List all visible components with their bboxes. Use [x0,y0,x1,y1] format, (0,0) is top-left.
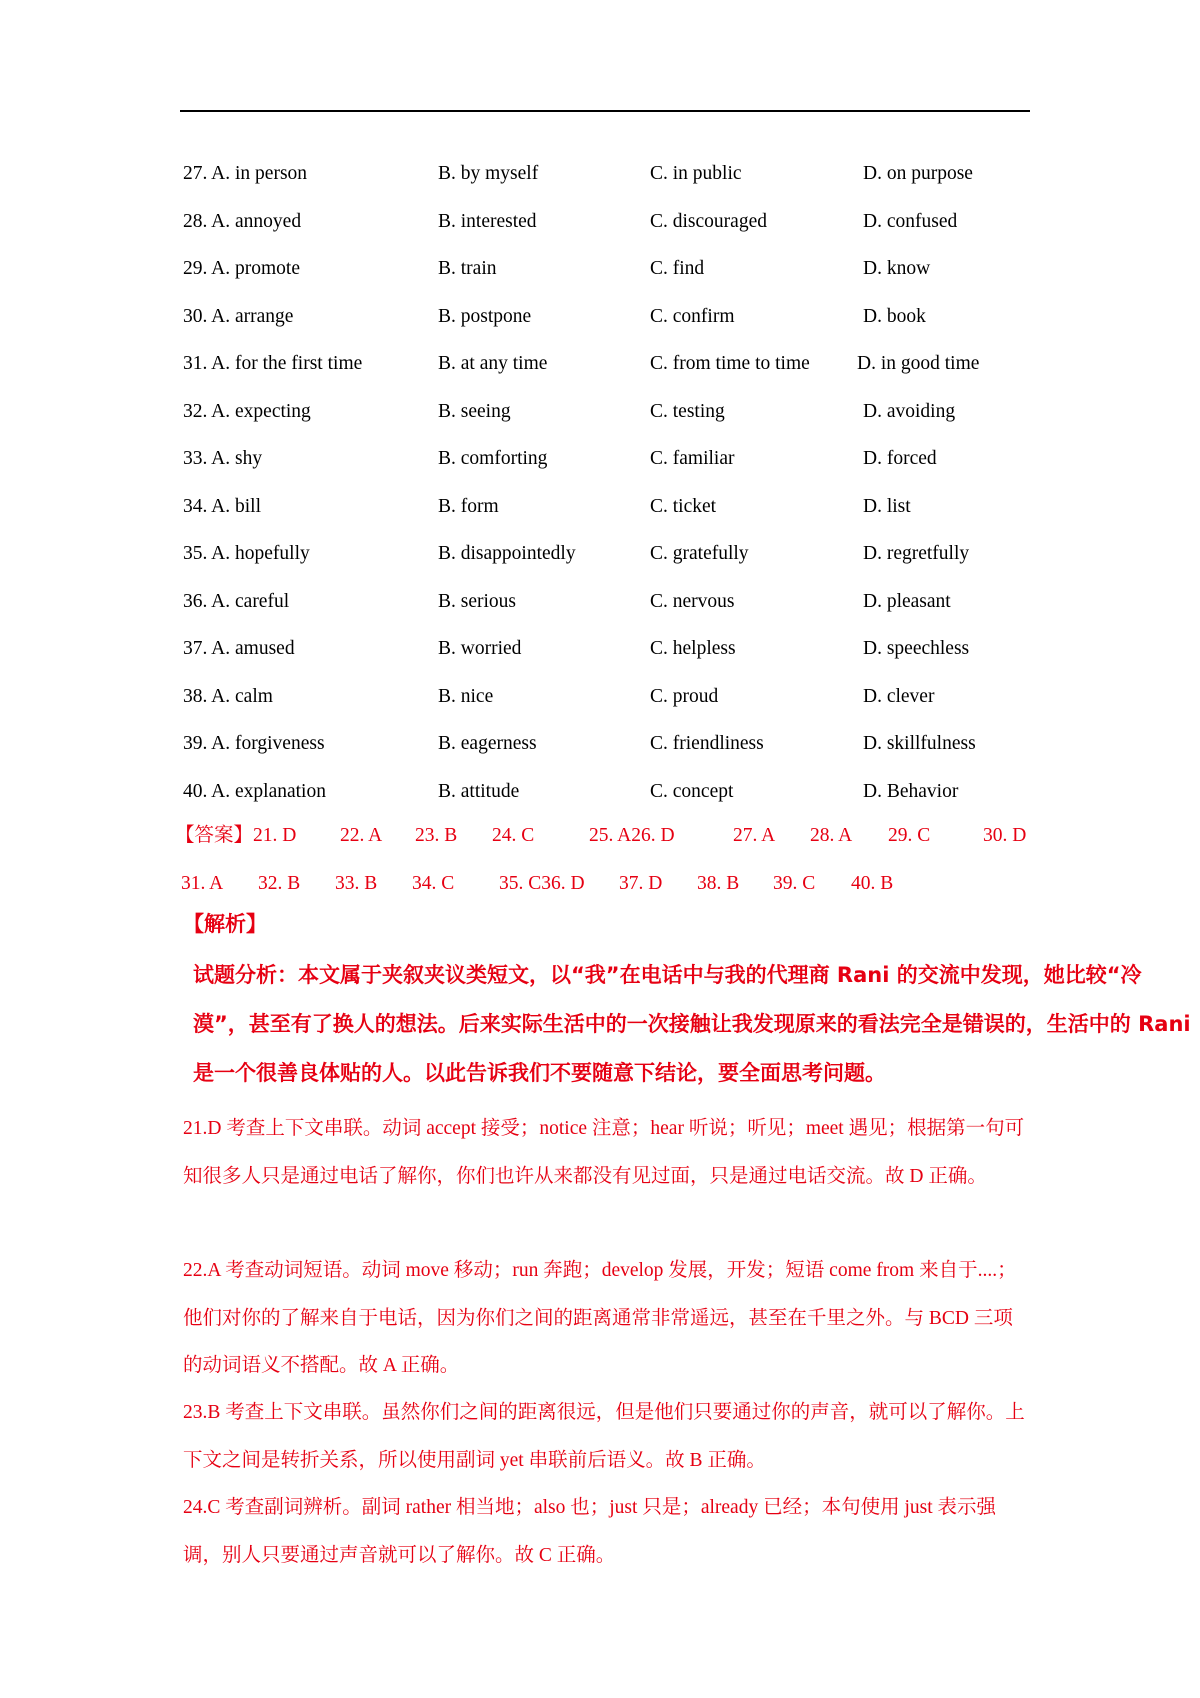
option-c: C. ticket [650,495,717,517]
option-d: D. confused [863,210,958,232]
option-c: C. proud [650,685,719,707]
question-row [183,198,1033,246]
option-d: D. speechless [863,638,970,659]
option-a: 39. A. forgiveness [183,733,325,754]
option-a: 35. A. hopefully [183,543,310,564]
explanation-21 [183,1105,1028,1200]
answer-item: 40. B [851,872,894,894]
option-b: B. by myself [438,163,539,184]
question-row [183,768,1033,816]
explanation-23 [183,1389,1028,1484]
explanation-text: 考查上下文串联。动词 accept 接受；notice 注意；hear 听说；听见；meet 遇见；根据第一句可知很多人只是通过电话了解你，你们也许从来都没有见过面，只是通过电话交流。故 D 正确。 [183,1118,1025,1187]
header-rule [180,110,1030,112]
answer-item: 35. C36. D [499,872,585,894]
option-c: C. find [650,258,705,279]
question-row [183,245,1033,293]
answer-line-2 [175,860,1035,908]
answer-key [175,812,1035,907]
option-d: D. book [863,305,926,327]
option-b: B. train [438,258,497,279]
explanation-24 [183,1484,1028,1579]
option-d: D. clever [863,685,935,707]
option-a: 27. A. in person [183,163,308,184]
answer-item: 34. C [412,872,455,894]
explanation-text: 考查动词短语。动词 move 移动；run 奔跑；develop 发展，开发；短语 come from 来自于....；他们对你的了解来自于电话，因为你们之间的距离通常非常遥远，甚至在千里之外。与 BCD 三项的动词语义不搭配。故 A 正确。 [183,1260,1017,1376]
option-b: B. nice [438,685,494,707]
question-row [183,293,1033,341]
explanation-id: 24.C [183,1497,221,1518]
option-b: B. form [438,495,499,517]
option-d: D. Behavior [863,780,959,802]
option-d: D. forced [863,448,937,469]
answer-item: 33. B [335,872,378,894]
option-c: C. in public [650,163,742,184]
option-d: D. skillfulness [863,733,976,754]
answer-item: 29. C [888,825,931,846]
option-a: 34. A. bill [183,495,262,517]
option-c: C. familiar [650,448,735,469]
option-a: 30. A. arrange [183,305,294,327]
option-d: D. know [863,258,931,279]
answer-item: 25. A26. D [589,825,675,846]
answer-item: 38. B [697,872,740,894]
option-c: C. helpless [650,638,736,659]
option-d: D. regretfully [863,543,970,564]
option-b: B. postpone [438,305,532,327]
option-b: B. serious [438,590,516,612]
option-a: 28. A. annoyed [183,210,302,232]
option-c: C. testing [650,400,725,422]
explanation-id: 22.A [183,1260,221,1281]
option-a: 32. A. expecting [183,400,311,422]
answer-line-1 [175,812,1035,860]
explanation-id: 21.D [183,1118,222,1139]
answer-item: 【答案】21. D [175,825,297,846]
option-b: B. interested [438,210,537,232]
option-c: C. concept [650,780,734,802]
option-c: C. friendliness [650,733,764,754]
option-c: C. nervous [650,590,735,612]
answer-item: 39. C [773,872,816,894]
option-b: B. attitude [438,780,520,802]
option-d: D. pleasant [863,590,951,612]
question-row [183,673,1033,721]
question-row [183,435,1033,483]
option-a: 37. A. amused [183,638,295,659]
answer-item: 22. A [340,825,383,846]
answer-item: 31. A [181,872,224,894]
option-c: C. gratefully [650,543,749,564]
question-row [183,578,1033,626]
option-b: B. comforting [438,448,548,469]
answer-item: 23. B [415,825,458,846]
explanation-text: 考查副词辨析。副词 rather 相当地；also 也；just 只是；already 已经；本句使用 just 表示强调，别人只要通过声音就可以了解你。故 C 正确。 [183,1497,996,1566]
option-c: C. confirm [650,305,735,327]
option-a: 40. A. explanation [183,780,326,802]
answer-item: 24. C [492,825,535,846]
explanation-text: 考查上下文串联。虽然你们之间的距离很远，但是他们只要通过你的声音，就可以了解你。上下文之间是转折关系，所以使用副词 yet 串联前后语义。故 B 正确。 [183,1402,1025,1471]
answer-item: 32. B [258,872,301,894]
analysis-summary: 试题分析：本文属于夹叙夹议类短文，以“我”在电话中与我的代理商 Rani 的交流中发现，她比较“冷漠”，甚至有了换人的想法。后来实际生活中的一次接触让我发现原来的看法完全是错误的，生活中的 Rani 是一个很善良体贴的人。以此告诉我们不要随意下结论，要全面思考问题。 [193,963,1191,1085]
option-a: 31. A. for the first time [183,353,363,374]
answer-item: 30. D [983,825,1027,846]
question-row [183,150,1033,198]
answer-item: 37. D [619,872,663,894]
explanation-22 [183,1247,1028,1390]
option-b: B. seeing [438,400,511,422]
option-b: B. worried [438,638,522,659]
option-d: D. avoiding [863,400,956,422]
option-a: 38. A. calm [183,685,273,707]
analysis-heading: 【解析】 [183,912,267,936]
option-d: D. in good time [857,353,980,374]
option-d: D. on purpose [863,163,973,184]
option-d: D. list [863,495,911,517]
explanation-id: 23.B [183,1402,221,1423]
question-row [183,483,1033,531]
option-a: 36. A. careful [183,590,290,612]
question-row [183,530,1033,578]
option-b: B. at any time [438,353,548,374]
option-a: 29. A. promote [183,258,300,279]
option-c: C. discouraged [650,210,767,232]
question-row [183,388,1033,436]
question-row [183,720,1033,768]
answer-item: 27. A [733,825,776,846]
answer-item: 28. A [810,825,853,846]
option-c: C. from time to time [650,353,810,374]
option-b: B. eagerness [438,733,537,754]
option-b: B. disappointedly [438,543,576,564]
option-a: 33. A. shy [183,448,263,469]
options-table [183,150,1033,815]
question-row [183,340,1033,388]
question-row [183,625,1033,673]
